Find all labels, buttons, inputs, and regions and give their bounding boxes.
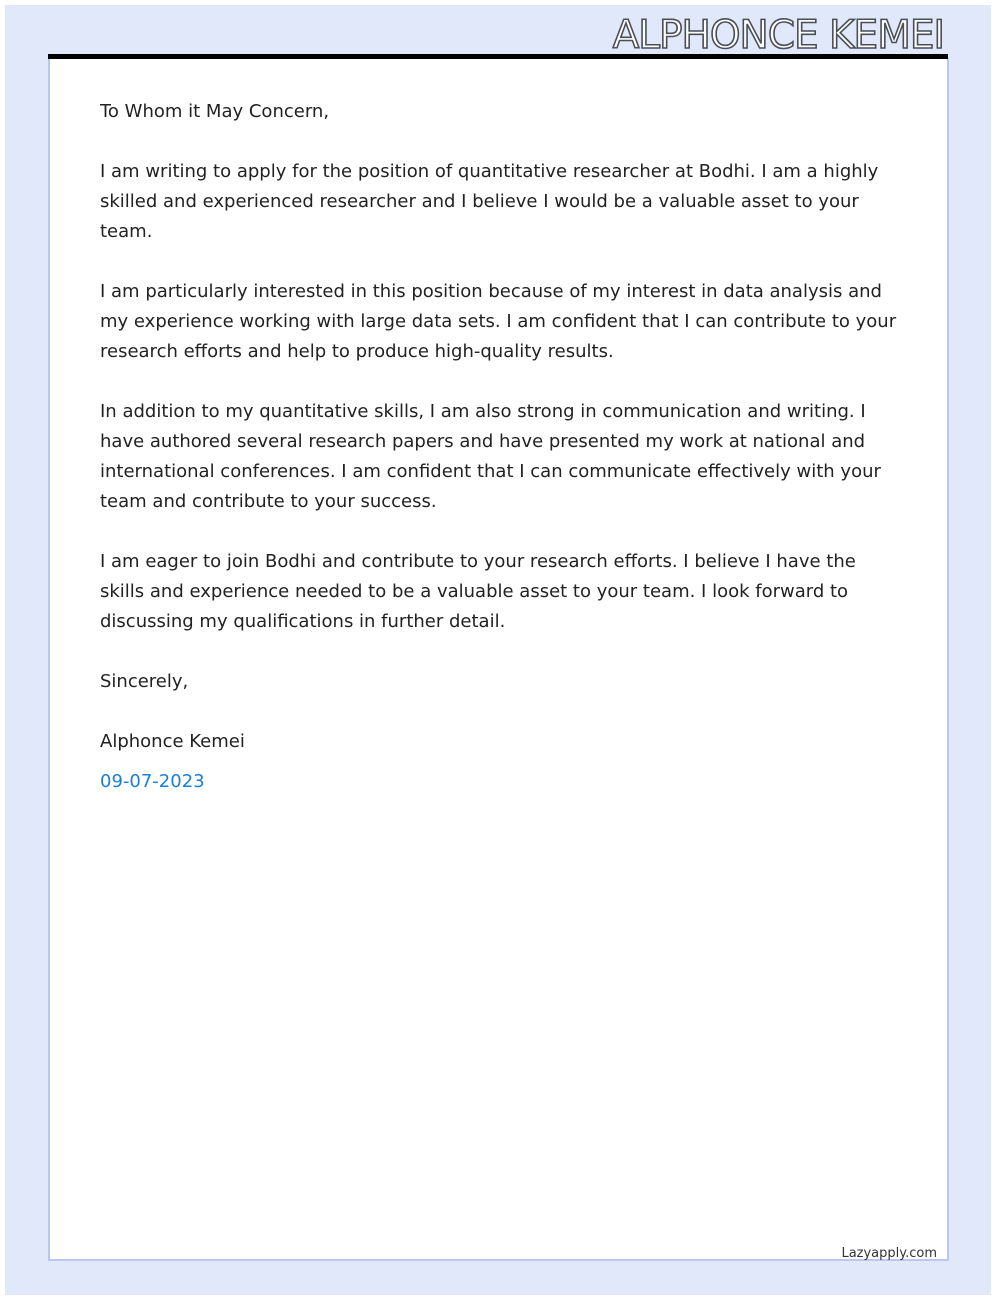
letter-paragraph: I am writing to apply for the position of quantitative researcher at Bodhi. I am a highly skilled and experienced researcher and I believe I would be a valuable asset to your team. bbox=[100, 161, 879, 242]
letter-paragraph: I am particularly interested in this position because of my interest in data analysis and my experience working with large data sets. I am confident that I can contribute to your research efforts and help to produce high-quality results. bbox=[100, 281, 897, 362]
letter-date: 09-07-2023 bbox=[100, 771, 205, 792]
letter-paragraph: I am eager to join Bodhi and contribute to your research efforts. I believe I have the skills and experience needed to be a valuable asset to your team. I look forward to discussing my qualifications in further detail. bbox=[100, 551, 856, 632]
letter-closing: Sincerely, bbox=[100, 671, 189, 692]
letter-salutation: To Whom it May Concern, bbox=[100, 101, 330, 122]
footer-brand: Lazyapply.com bbox=[841, 1246, 937, 1261]
letter-paragraph: In addition to my quantitative skills, I am also strong in communication and writing. I have authored several research papers and have presented my work at national and international conferences. I am confident that I can communicate effectively with your team and contribute to your success. bbox=[100, 401, 881, 512]
letter-body bbox=[100, 97, 900, 797]
applicant-name-header: ALPHONCE KEMEI bbox=[612, 13, 944, 58]
letter-signature: Alphonce Kemei bbox=[100, 731, 245, 752]
